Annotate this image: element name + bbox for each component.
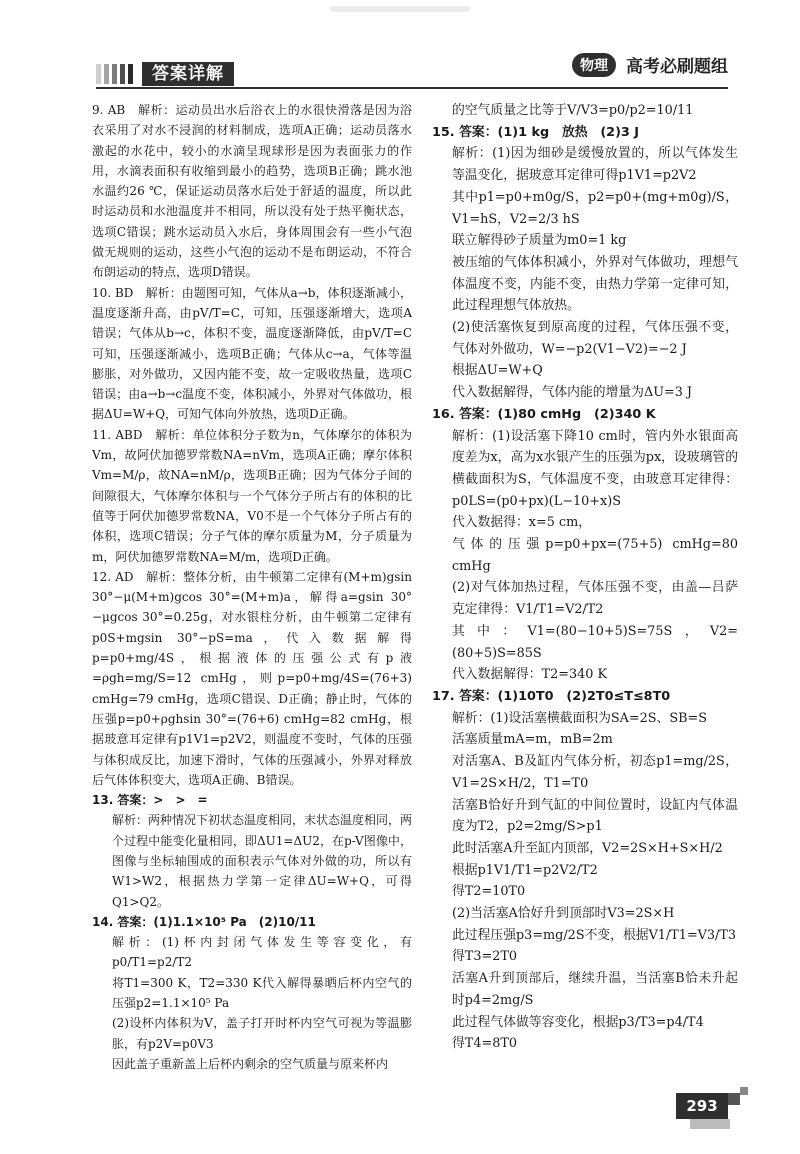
answer-14-step: 将T1=300 K，T2=330 K代入解得暴晒后杯内空气的压强p2=1.1×10⁵ Pa: [112, 975, 412, 1011]
page-number-shadow: [690, 1119, 730, 1129]
answer-14-step: 解析：(1)杯内封闭气体发生等容变化，有p0/T1=p2/T2: [112, 935, 412, 970]
answer-15-step: 代入数据解得，气体内能的增量为ΔU=3 J: [452, 385, 693, 401]
answer-17-step: (2)当活塞A恰好升到顶部时V3=2S×H: [452, 906, 675, 922]
answer-17-step: 解析：(1)设活塞横截面积为SA=2S、SB=S: [452, 710, 707, 726]
page-number: 293: [676, 1093, 728, 1119]
answer-17-step: 得T2=10T0: [452, 884, 526, 900]
answer-9: 9. AB 解析：运动员出水后浴衣上的水很快滑落是因为浴衣采用了对水不浸润的材料制成，选项A正确；运动员落水激起的水花中，较小的水滴呈现球形是因为表面张力的作用，水滴表面积有收缩到最小的趋势，选项B正确；跳水池水温约26 ℃，保证运动员落水后处于舒适的温度，所以此时运动员和水池温度并不相同，所以没有处于热平衡状态，选项C错误；跳水运动员入水后，身体周围会有一些小气泡做无规则的运动，这些小气泡的运动不是布朗运动，不符合布朗运动的特点，选项D错误。: [92, 103, 412, 280]
section-title: 答案详解: [142, 62, 234, 86]
book-title: 高考必刷题组: [626, 57, 728, 77]
stripe-decoration: [96, 64, 101, 84]
answer-13-key: 13. 答案：> > =: [92, 793, 208, 808]
stripe-decoration: [128, 64, 133, 84]
answer-17-step: 得T3=2T0: [452, 949, 518, 965]
answer-16-step: (2)对气体加热过程，气体压强不变，由盖—吕萨克定律得：V1/T1=V2/T2: [452, 580, 738, 618]
answer-17-step: 此时活塞A升至缸内顶部，V2=2S×H+S×H/2: [452, 840, 723, 856]
answer-12: 12. AD 解析：整体分析，由牛顿第二定律有(M+m)gsin 30°−μ(M+m)gcos 30°=(M+m)a，解得a=gsin 30°−μgcos 30°=0.25g，对水银柱分析，由牛顿第二定律有p0S+mgsin 30°−pS=ma，代入数据解得p=p0+mg/4S，根据液体的压强公式有p液=ρgh=mg/S=12 cmHg，则p=p0+mg/4S=(76+3) cmHg=79 cmHg，选项C错误、D正确；静止时，气体的压强p=p0+ρghsin 30°=(76+6) cmHg=82 cmHg，根据玻意耳定律有p1V1=p2V2，则温度不变时，气体的压强与体积成反比，加速下滑时，气体的压强减小，外界对释放后气体体积变大，选项A正确、B错误。: [92, 569, 412, 787]
answer-17-step: 活塞B恰好升到气缸的中间位置时，设缸内气体温度为T2，p2=2mg/S>p1: [452, 797, 738, 835]
answer-15-step: 解析：(1)因为细砂是缓慢放置的，所以气体发生等温变化，据玻意耳定律可得p1V1=p2V2: [452, 146, 738, 184]
left-column: [92, 100, 412, 1074]
top-decoration: [330, 6, 470, 12]
answer-17-step: 对活塞A、B及缸内气体分析，初态p1=mg/2S，V1=2S×H/2，T1=T0: [452, 754, 738, 791]
book-brand: [572, 52, 728, 77]
answer-15-step: 联立解得砂子质量为m0=1 kg: [452, 233, 627, 249]
answer-16-step: 其中：V1=(80−10+5)S=75S，V2=(80+5)S=85S: [452, 623, 738, 661]
answer-15-step: 被压缩的气体体积减小，外界对气体做功，理想气体温度不变，内能不变，由热力学第一定律可知，此过程理想气体放热。: [452, 254, 738, 314]
stripe-decoration: [104, 64, 109, 84]
answer-17-step: 此过程气体做等容变化，根据p3/T3=p4/T4: [452, 1014, 704, 1030]
answer-17-step: 活塞质量mA=m，mB=2m: [452, 732, 613, 748]
page-number-decoration: [740, 1087, 748, 1095]
answer-17-step: 活塞A升到顶部后，继续升温，当活塞B恰未升起时p4=2mg/S: [452, 971, 738, 1008]
answer-13-explanation: 解析：两种情况下初状态温度相同，末状态温度相同，两个过程中能变化量相同，即ΔU1=ΔU2，在p-V图像中，图像与坐标轴围成的面积表示气体对外做的功，所以有W1>W2，根据热力学第一定律ΔU=W+Q，可得Q1>Q2。: [112, 813, 413, 909]
header-rule: [96, 87, 728, 89]
answer-17-step: 根据p1V1/T1=p2V2/T2: [452, 862, 598, 878]
answer-17-step: 此过程压强p3=mg/2S不变，根据V1/T1=V3/T3: [452, 927, 737, 943]
page-number-decoration: [728, 1093, 740, 1105]
right-column: [432, 100, 738, 1055]
answer-15-step: 根据ΔU=W+Q: [452, 363, 543, 379]
answer-15-step: (2)使活塞恢复到原高度的过程，气体压强不变，气体对外做功，W=−p2(V1−V2)=−2 J: [452, 320, 738, 357]
answer-14-continued: 的空气质量之比等于V/V3=p0/p2=10/11: [452, 103, 694, 118]
answer-16-step: 代入数据得：x=5 cm，: [452, 515, 592, 531]
answer-16-step: 气体的压强p=p0+px=(75+5) cmHg=80 cmHg: [452, 537, 738, 574]
stripe-decoration: [120, 64, 125, 84]
answer-14-step: 因此盖子重新盖上后杯内剩余的空气质量与原来杯内: [112, 1056, 389, 1071]
subject-badge: 物理: [572, 53, 616, 77]
answer-15-key: 15. 答案：(1)1 kg 放热 (2)3 J: [432, 124, 640, 140]
answer-17-step: 得T4=8T0: [452, 1036, 518, 1052]
answer-16-step: 解析：(1)设活塞下降10 cm时，管内外水银面高度差为x，高为x水银产生的压强为px，设玻璃管的横截面积为S，气体温度不变，由玻意耳定律得：p0LS=(p0+px)(L−10+x)S: [452, 428, 738, 509]
page-header: [0, 0, 800, 100]
answer-17-key: 17. 答案：(1)10T0 (2)2T0≤T≤8T0: [432, 688, 671, 704]
answer-15-step: 其中p1=p0+m0g/S，p2=p0+(mg+m0g)/S，V1=hS，V2=2/3 hS: [452, 189, 738, 227]
answer-10: 10. BD 解析：由题图可知，气体从a→b，体积逐渐减小，温度逐渐升高，由pV/T=C，可知，压强逐渐增大，选项A错误；气体从b→c，体积不变，温度逐渐降低，由pV/T=C可知，压强逐渐减小，选项B正确；气体从c→a，气体等温膨胀，对外做功，又因内能不变，故一定吸收热量，选项C错误；由a→b→c温度不变，体积减小，外界对气体做功，根据ΔU=W+Q，可知气体向外放热，选项D正确。: [92, 285, 412, 422]
section-tab: [96, 62, 234, 86]
answer-11: 11. ABD 解析：单位体积分子数为n，气体摩尔的体积为Vm，故阿伏加德罗常数NA=nVm，选项A正确；摩尔体积Vm=M/ρ，故NA=nM/ρ，选项B正确；因为气体分子间的间隙很大，气体摩尔体积与一个气体分子所占有的体积的比值等于阿伏加德罗常数NA，V0不是一个气体分子所占有的体积，选项C错误；分子气体的摩尔质量为M，分子质量为m，阿伏加德罗常数NA=M/m，选项D正确。: [92, 427, 412, 564]
answer-16-step: 代入数据解得：T2=340 K: [452, 667, 608, 683]
answer-14-step: (2)设杯内体积为V，盖子打开时杯内空气可视为等温膨胀，有p2V=p0V3: [112, 1016, 412, 1051]
answer-16-key: 16. 答案：(1)80 cmHg (2)340 K: [432, 406, 656, 422]
answer-14-key: 14. 答案：(1)1.1×10⁵ Pa (2)10/11: [92, 914, 316, 929]
stripe-decoration: [112, 64, 117, 84]
